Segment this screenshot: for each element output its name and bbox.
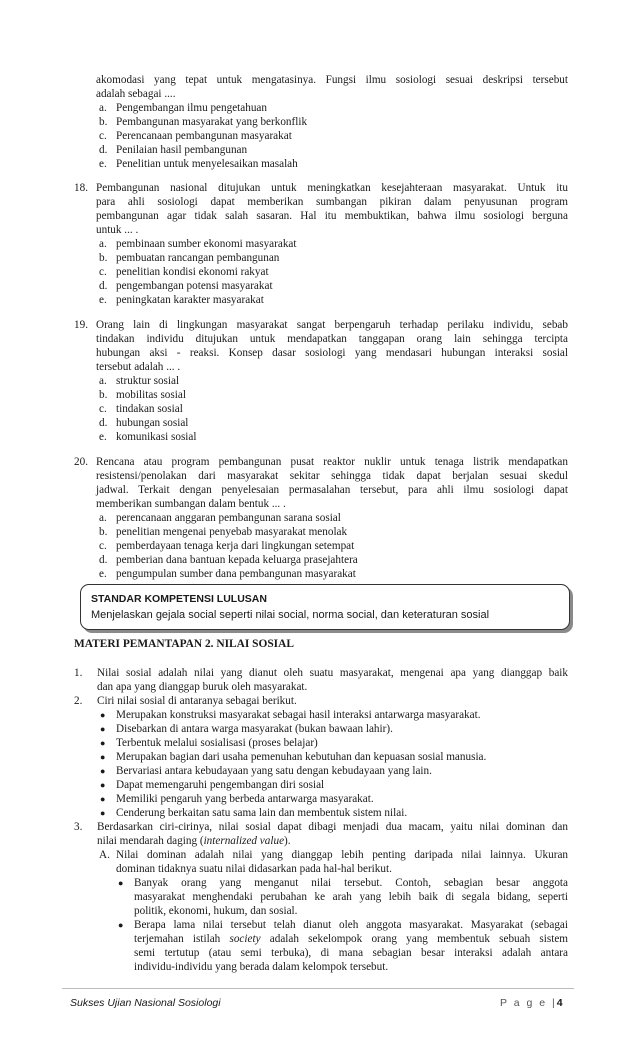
bullet-icon: ●	[100, 710, 106, 720]
bullet-text: Cenderung berkaitan satu sama lain dan membentuk sistem nilai.	[116, 807, 408, 819]
option-text: pembuatan rancangan pembangunan	[116, 252, 280, 264]
option-text: hubungan sosial	[116, 417, 189, 429]
option-letter: b.	[99, 526, 108, 538]
option-letter: d.	[99, 144, 108, 156]
bullet-icon: ●	[100, 808, 106, 818]
option-text: perencanaan anggaran pembangunan sarana sosial	[116, 512, 341, 524]
option-letter: c.	[99, 266, 107, 278]
bullet-icon: ●	[118, 920, 124, 930]
option-text: struktur sosial	[116, 375, 180, 387]
option-text: pembinaan sumber ekonomi masyarakat	[116, 238, 297, 250]
option-letter: c.	[99, 130, 107, 142]
q19-stem-line: hubungan aksi - reaksi. Konsep dasar sosiologi yang mendasari hubungan interaksi sosial	[96, 347, 568, 359]
q18-stem-line: untuk ... .	[96, 224, 139, 236]
point2-line: Ciri nilai sosial di antaranya sebagai berikut.	[97, 695, 297, 707]
point1-line: Nilai sosial adalah nilai yang dianut oleh suatu masyarakat, mengenai apa yang dianggap baik	[97, 667, 568, 679]
option-text: komunikasi sosial	[116, 431, 197, 443]
bullet-text: Memiliki pengaruh yang berbeda antarwarga masyarakat.	[116, 793, 374, 805]
point1-line: dan apa yang dianggap buruk oleh masyarakat.	[97, 681, 308, 693]
point-number: 1.	[74, 667, 83, 679]
option-text: penelitian mengenai penyebab masyarakat menolak	[116, 526, 348, 538]
option-letter: e.	[99, 431, 107, 443]
option-letter: d.	[99, 280, 108, 292]
option-text: Perencanaan pembangunan masyarakat	[116, 130, 292, 142]
bullet-text: Terbentuk melalui sosialisasi (proses belajar)	[116, 737, 318, 749]
q17-stem-line: akomodasi yang tepat untuk mengatasinya. Fungsi ilmu sosiologi sesuai deskripsi tersebut	[96, 74, 568, 86]
option-letter: a.	[99, 102, 107, 114]
section-heading: MATERI PEMANTAPAN 2. NILAI SOSIAL	[74, 638, 294, 650]
bullet-text: Dapat memengaruhi pengembangan diri sosial	[116, 779, 325, 791]
option-text: pengembangan potensi masyarakat	[116, 280, 273, 292]
option-text: tindakan sosial	[116, 403, 183, 415]
option-text: pemberdayaan tenaga kerja dari lingkungan setempat	[116, 540, 355, 552]
skl-box-text: Menjelaskan gejala social seperti nilai social, norma social, dan keteraturan sosial	[91, 609, 490, 621]
option-letter: b.	[99, 116, 108, 128]
option-letter: e.	[99, 294, 107, 306]
bullet-text: Merupakan bagian dari usaha pemenuhan kebutuhan dan kepuasan sosial manusia.	[116, 751, 487, 763]
q17-stem-line: adalah sebagai ....	[96, 88, 176, 100]
point-number: 3.	[74, 821, 83, 833]
option-letter: c.	[99, 540, 107, 552]
footer-title: Sukses Ujian Nasional Sosiologi	[70, 997, 221, 1009]
bullet-icon: ●	[100, 766, 106, 776]
bullet-text: terjemahan istilah society adalah sekelompok orang yang membentuk sebuah sistem	[134, 933, 569, 945]
bullet-text: Merupakan konstruksi masyarakat sebagai hasil interaksi antarwarga masyarakat.	[116, 709, 481, 721]
bullet-text: masyarakat menghendaki perubahan ke arah yang lebih baik di segala bidang, seperti	[134, 891, 568, 903]
bullet-text: semi tertutup (atau semi terbuka), di mana sebagian besar interaksi adalah antara	[134, 947, 568, 959]
option-text: Penelitian untuk menyelesaikan masalah	[116, 158, 298, 170]
bullet-text: Disebarkan di antara warga masyarakat (bukan bawaan lahir).	[116, 723, 393, 735]
q20-stem-line: memberikan sumbangan dalam bentuk ... .	[96, 498, 286, 510]
option-letter: b.	[99, 389, 108, 401]
bullet-icon: ●	[100, 724, 106, 734]
bullet-icon: ●	[100, 780, 106, 790]
bullet-text: politik, ekonomi, hukum, dan sosial.	[134, 905, 298, 917]
option-text: Penilaian hasil pembangunan	[116, 144, 248, 156]
q20-stem-line: jadwal. Terkait dengan penyelesaian permasalahan tersebut, para ahli ilmu sosiologi dapat	[96, 484, 568, 496]
option-letter: a.	[99, 238, 107, 250]
q18-stem-line: Pembangunan nasional ditujukan untuk meningkatkan kesejahteraan masyarakat. Untuk itu	[96, 182, 568, 194]
option-letter: a.	[99, 512, 107, 524]
footer-divider	[62, 988, 574, 989]
page-number: 4	[556, 997, 563, 1009]
q19-stem-line: Orang lain di lingkungan masyarakat sangat berpengaruh terhadap perilaku individu, sebab	[96, 319, 568, 331]
q18-stem-line: para ahli sosiologi dapat memberikan sumbangan pikiran dalam penyusunan program	[96, 196, 568, 208]
bullet-text: individu-individu yang berada dalam kelompok tersebut.	[134, 961, 389, 973]
bullet-icon: ●	[100, 794, 106, 804]
option-text: Pengembangan ilmu pengetahuan	[116, 102, 267, 114]
option-letter: d.	[99, 417, 108, 429]
footer-page	[500, 997, 563, 1009]
point-number: 2.	[74, 695, 83, 707]
bullet-icon: ●	[118, 878, 124, 888]
question-number: 20.	[74, 456, 88, 468]
option-text: mobilitas sosial	[116, 389, 186, 401]
option-letter: c.	[99, 403, 107, 415]
question-number: 19.	[74, 319, 88, 331]
q19-stem-line: tersebut adalah ... .	[96, 361, 181, 373]
point3-line: Berdasarkan ciri-cirinya, nilai sosial dapat dibagi menjadi dua macam, yaitu nilai dominan dan	[97, 821, 568, 833]
sub-line: dominan tidaknya suatu nilai didasarkan pada hal-hal berikut.	[116, 863, 392, 875]
skl-box	[80, 584, 570, 630]
q20-stem-line: resistensi/penolakan dari masyarakat sekitar sehingga tidak dapat berjalan sesuai skedul	[96, 470, 568, 482]
point3-line: nilai mendarah daging (internalized value).	[97, 835, 291, 847]
q19-stem-line: tindakan individu ditujukan untuk mendapatkan tanggapan orang lain sehingga tercipta	[96, 333, 568, 345]
option-text: pemberian dana bantuan kepada keluarga prasejahtera	[116, 554, 358, 566]
bullet-text: Berapa lama nilai tersebut telah dianut oleh anggota masyarakat. Masyarakat (sebagai	[134, 919, 568, 931]
bullet-icon: ●	[100, 752, 106, 762]
option-letter: a.	[99, 375, 107, 387]
option-text: pengumpulan sumber dana pembangunan masyarakat	[116, 568, 356, 580]
q20-stem-line: Rencana atau program pembangunan pusat reaktor nuklir untuk tenaga listrik mendapatkan	[96, 456, 568, 468]
option-letter: e.	[99, 568, 107, 580]
bullet-text: Banyak orang yang menganut nilai tersebut. Contoh, sebagian besar anggota	[134, 877, 568, 889]
question-number: 18.	[74, 182, 88, 194]
option-letter: d.	[99, 554, 108, 566]
option-text: peningkatan karakter masyarakat	[116, 294, 264, 306]
bullet-icon: ●	[100, 738, 106, 748]
skl-box-title: STANDAR KOMPETENSI LULUSAN	[91, 593, 267, 605]
sub-letter: A.	[99, 849, 110, 861]
option-text: penelitian kondisi ekonomi rakyat	[116, 266, 269, 278]
page-label: P a g e |	[500, 997, 557, 1009]
sub-line: Nilai dominan adalah nilai yang dianggap lebih penting daripada nilai lainnya. Ukuran	[116, 849, 568, 861]
option-letter: b.	[99, 252, 108, 264]
q18-stem-line: pembangunan agar tidak salah sasaran. Hal itu membuktikan, bahwa ilmu sosiologi berguna	[96, 210, 568, 222]
option-text: Pembangunan masyarakat yang berkonflik	[116, 116, 308, 128]
bullet-text: Bervariasi antara kebudayaan yang satu dengan kebudayaan yang lain.	[116, 765, 432, 777]
option-letter: e.	[99, 158, 107, 170]
